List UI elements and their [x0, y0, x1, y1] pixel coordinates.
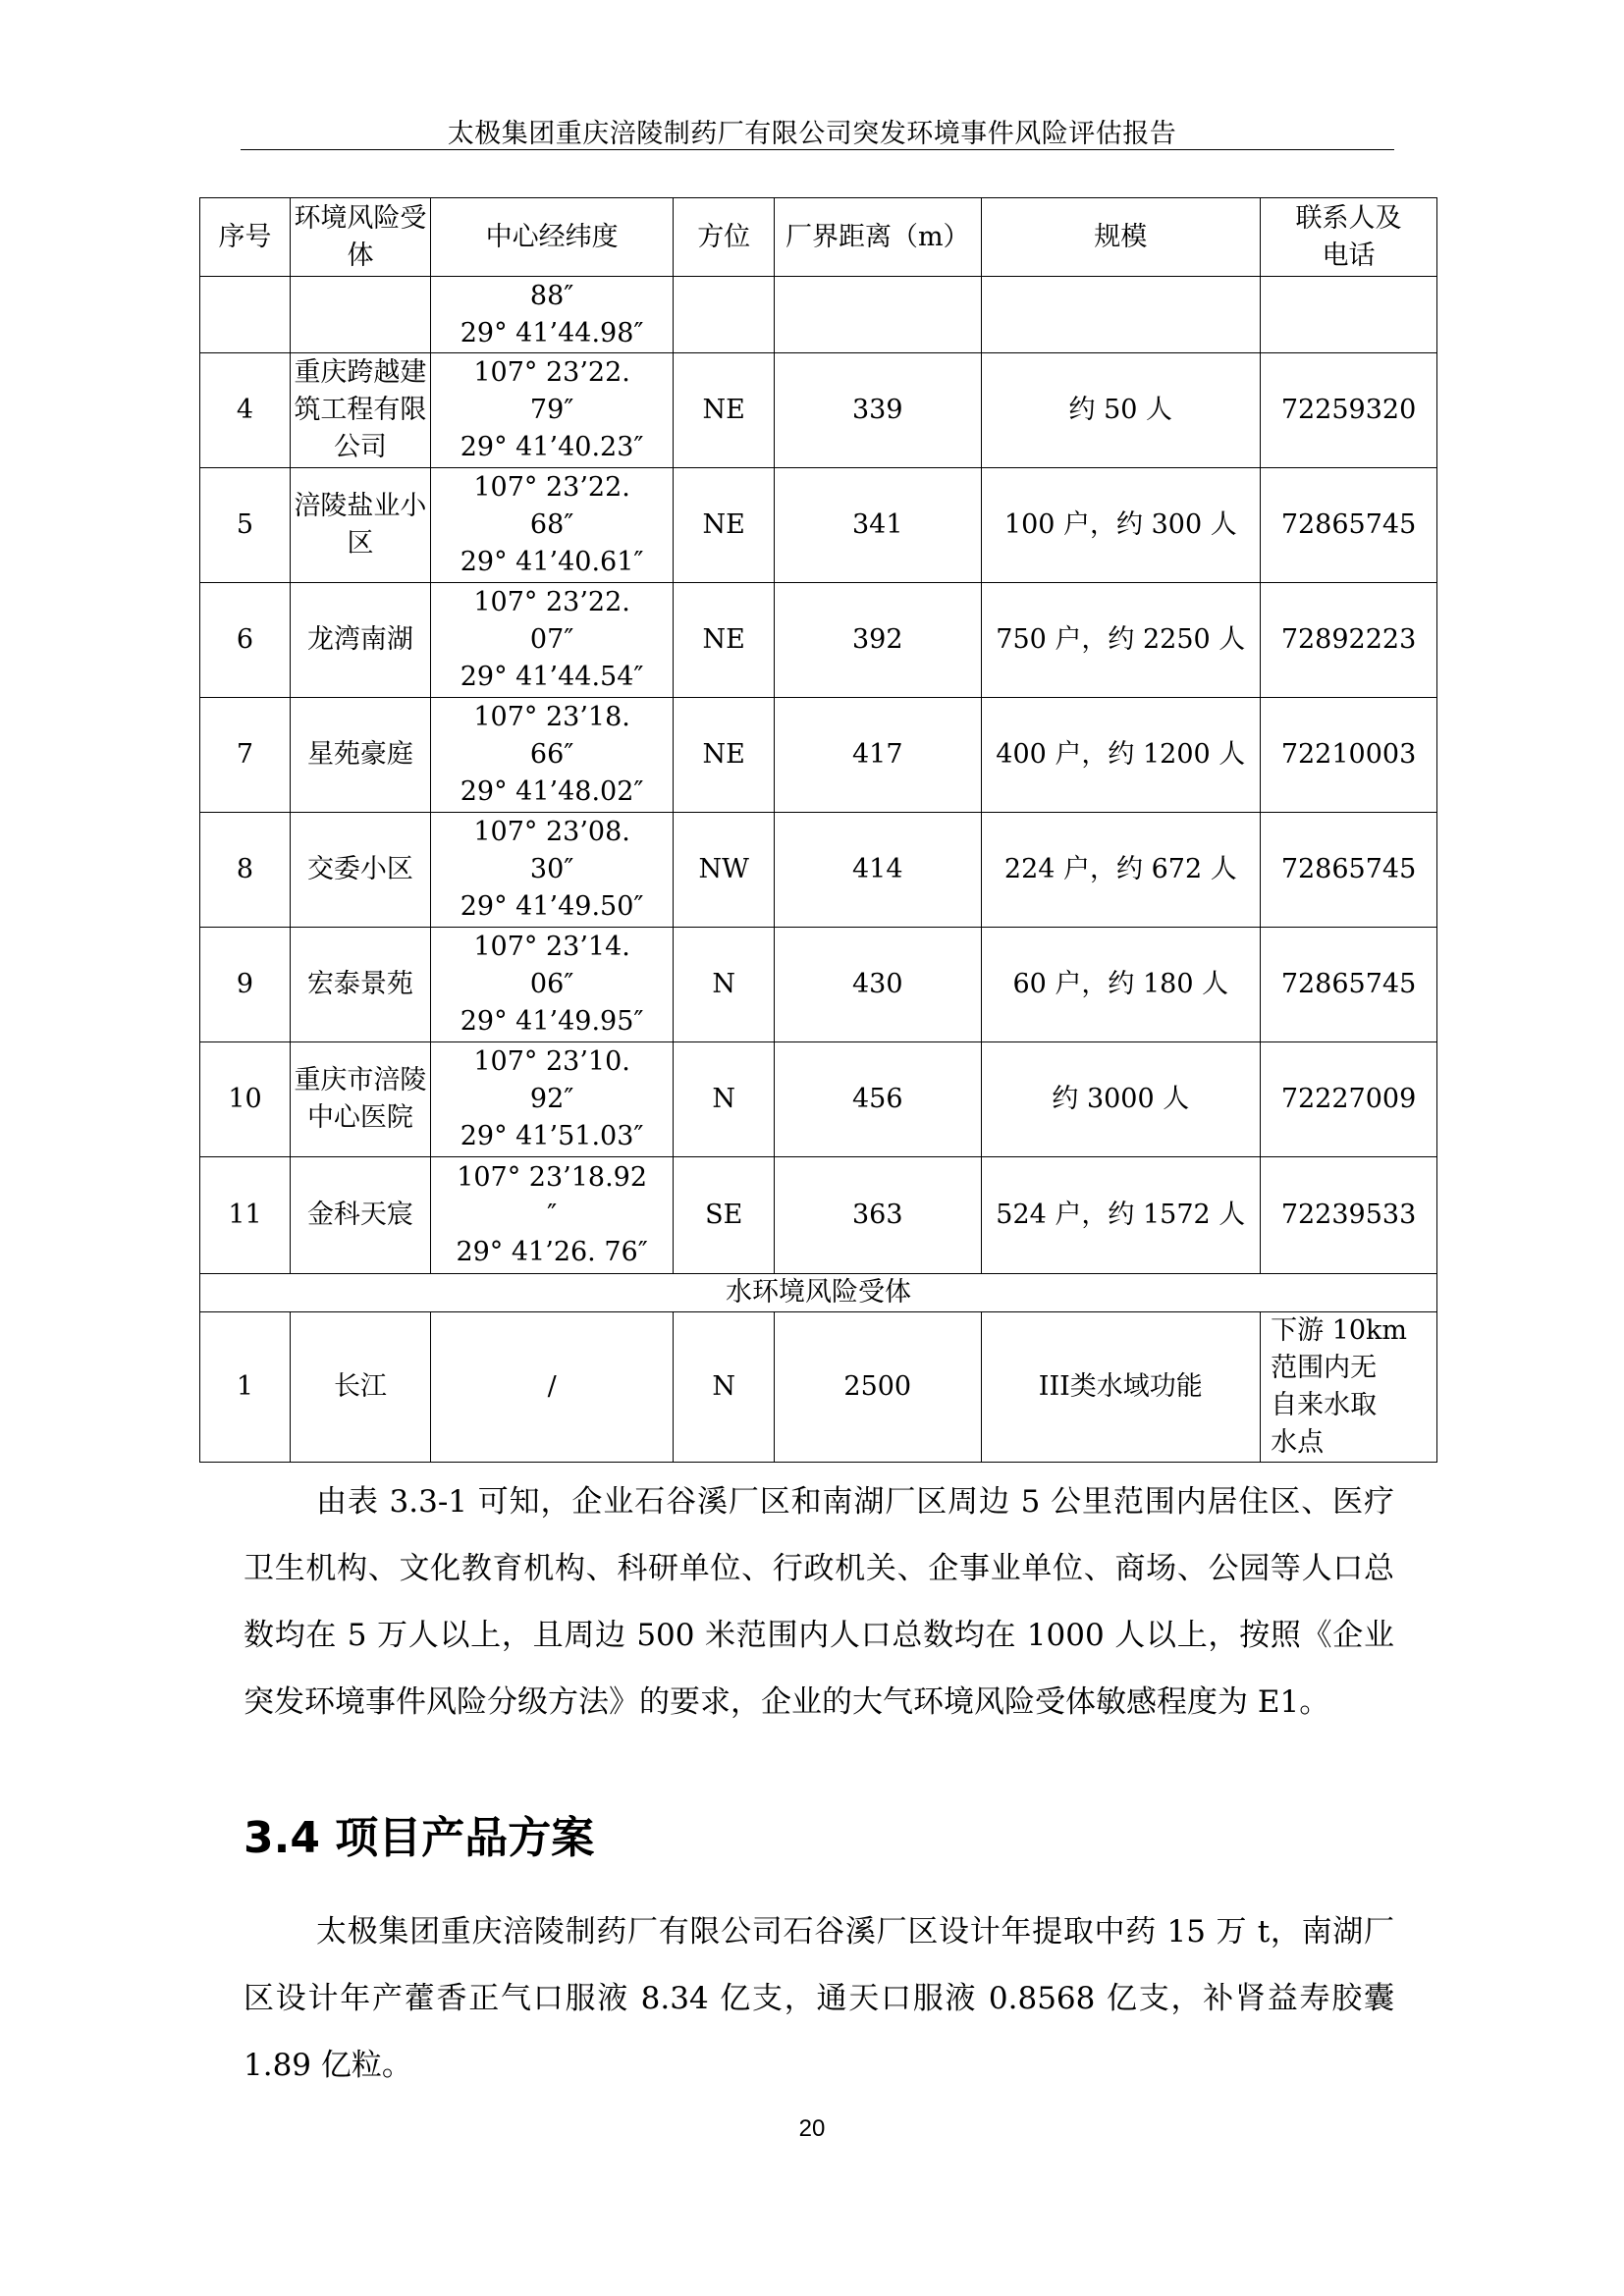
cell-contact: 72865745	[1261, 813, 1437, 928]
cell-coord: 107° 23’18.92 ″ 29° 41’26. 76″	[430, 1157, 674, 1274]
cell-coord: 107° 23’22. 07″ 29° 41’44.54″	[430, 583, 674, 698]
cell-contact: 72227009	[1261, 1042, 1437, 1157]
cell-direction: N	[674, 1312, 775, 1463]
cell-receptor: 龙湾南湖	[291, 583, 431, 698]
cell-receptor: 重庆跨越建 筑工程有限 公司	[291, 353, 431, 468]
cell-no: 9	[200, 928, 291, 1042]
section-heading: 3.4 项目产品方案	[244, 1813, 595, 1863]
cell-contact	[1261, 277, 1437, 353]
cell-distance: 339	[775, 353, 982, 468]
cell-contact: 72210003	[1261, 698, 1437, 813]
cell-direction: NW	[674, 813, 775, 928]
cell-scale: III类水域功能	[981, 1312, 1261, 1463]
cell-distance: 430	[775, 928, 982, 1042]
cell-direction: N	[674, 1042, 775, 1157]
cell-no: 7	[200, 698, 291, 813]
table-row	[200, 1312, 1437, 1463]
cell-contact: 72865745	[1261, 468, 1437, 583]
col-header-direction: 方位	[674, 198, 775, 277]
cell-direction: NE	[674, 468, 775, 583]
cell-distance: 2500	[775, 1312, 982, 1463]
cell-contact: 72892223	[1261, 583, 1437, 698]
cell-receptor: 重庆市涪陵 中心医院	[291, 1042, 431, 1157]
risk-receptor-table	[199, 197, 1437, 1463]
cell-scale: 524 户，约 1572 人	[981, 1157, 1261, 1274]
col-header-no: 序号	[200, 198, 291, 277]
paragraph-product-plan: 太极集团重庆涪陵制药厂有限公司石谷溪厂区设计年提取中药 15 万 t，南湖厂区设计年产藿香正气口服液 8.34 亿支，通天口服液 0.8568 亿支，补肾益寿胶囊 1.89 亿粒。	[244, 1914, 1394, 2083]
paragraph-receptor-sensitivity: 由表 3.3-1 可知，企业石谷溪厂区和南湖厂区周边 5 公里范围内居住区、医疗卫生机构、文化教育机构、科研单位、行政机关、企事业单位、商场、公园等人口总数均在 5 万人以上，且周边 500 米范围内人口总数均在 1000 人以上，按照《企业突发环境事件风险分级方法》的要求，企业的大气环境风险受体敏感程度为 E1。	[244, 1484, 1394, 1720]
cell-receptor	[291, 277, 431, 353]
cell-direction	[674, 277, 775, 353]
cell-no: 5	[200, 468, 291, 583]
table-row	[200, 928, 1437, 1042]
cell-direction: NE	[674, 353, 775, 468]
cell-no	[200, 277, 291, 353]
col-header-scale: 规模	[981, 198, 1261, 277]
cell-distance: 341	[775, 468, 982, 583]
cell-scale: 约 3000 人	[981, 1042, 1261, 1157]
cell-scale: 400 户，约 1200 人	[981, 698, 1261, 813]
cell-scale: 100 户，约 300 人	[981, 468, 1261, 583]
table-row	[200, 1157, 1437, 1274]
cell-distance: 392	[775, 583, 982, 698]
cell-receptor: 长江	[291, 1312, 431, 1463]
cell-direction: N	[674, 928, 775, 1042]
cell-coord: 88″ 29° 41’44.98″	[430, 277, 674, 353]
cell-scale	[981, 277, 1261, 353]
header-divider	[241, 149, 1394, 150]
col-header-contact: 联系人及 电话	[1261, 198, 1437, 277]
col-header-distance: 厂界距离（m）	[775, 198, 982, 277]
cell-coord: 107° 23’10. 92″ 29° 41’51.03″	[430, 1042, 674, 1157]
cell-receptor: 交委小区	[291, 813, 431, 928]
cell-no: 1	[200, 1312, 291, 1463]
cell-scale: 约 50 人	[981, 353, 1261, 468]
table-row	[200, 698, 1437, 813]
cell-no: 11	[200, 1157, 291, 1274]
cell-scale: 750 户，约 2250 人	[981, 583, 1261, 698]
table-row	[200, 583, 1437, 698]
cell-coord: /	[430, 1312, 674, 1463]
cell-direction: NE	[674, 698, 775, 813]
cell-coord: 107° 23’22. 79″ 29° 41’40.23″	[430, 353, 674, 468]
col-header-coord: 中心经纬度	[430, 198, 674, 277]
cell-no: 4	[200, 353, 291, 468]
section-label: 水环境风险受体	[200, 1274, 1437, 1312]
cell-coord: 107° 23’22. 68″ 29° 41’40.61″	[430, 468, 674, 583]
page-header-title: 太极集团重庆涪陵制药厂有限公司突发环境事件风险评估报告	[447, 119, 1177, 149]
cell-no: 6	[200, 583, 291, 698]
cell-distance: 417	[775, 698, 982, 813]
cell-receptor: 涪陵盐业小 区	[291, 468, 431, 583]
cell-no: 8	[200, 813, 291, 928]
cell-receptor: 金科天宸	[291, 1157, 431, 1274]
table-header-row	[200, 198, 1437, 277]
cell-receptor: 宏泰景苑	[291, 928, 431, 1042]
cell-scale: 224 户，约 672 人	[981, 813, 1261, 928]
cell-coord: 107° 23’18. 66″ 29° 41’48.02″	[430, 698, 674, 813]
cell-no: 10	[200, 1042, 291, 1157]
cell-distance: 414	[775, 813, 982, 928]
cell-receptor: 星苑豪庭	[291, 698, 431, 813]
table-row	[200, 353, 1437, 468]
cell-distance	[775, 277, 982, 353]
cell-distance: 456	[775, 1042, 982, 1157]
section-row	[200, 1274, 1437, 1312]
cell-coord: 107° 23’08. 30″ 29° 41’49.50″	[430, 813, 674, 928]
cell-distance: 363	[775, 1157, 982, 1274]
table-row	[200, 468, 1437, 583]
table-row	[200, 277, 1437, 353]
cell-contact: 下游 10km 范围内无 自来水取 水点	[1261, 1312, 1437, 1463]
cell-contact: 72259320	[1261, 353, 1437, 468]
cell-direction: NE	[674, 583, 775, 698]
cell-coord: 107° 23’14. 06″ 29° 41’49.95″	[430, 928, 674, 1042]
cell-direction: SE	[674, 1157, 775, 1274]
table-row	[200, 813, 1437, 928]
page-number: 20	[798, 2115, 826, 2142]
table-row	[200, 1042, 1437, 1157]
col-header-receptor: 环境风险受 体	[291, 198, 431, 277]
cell-contact: 72865745	[1261, 928, 1437, 1042]
cell-scale: 60 户，约 180 人	[981, 928, 1261, 1042]
cell-contact: 72239533	[1261, 1157, 1437, 1274]
